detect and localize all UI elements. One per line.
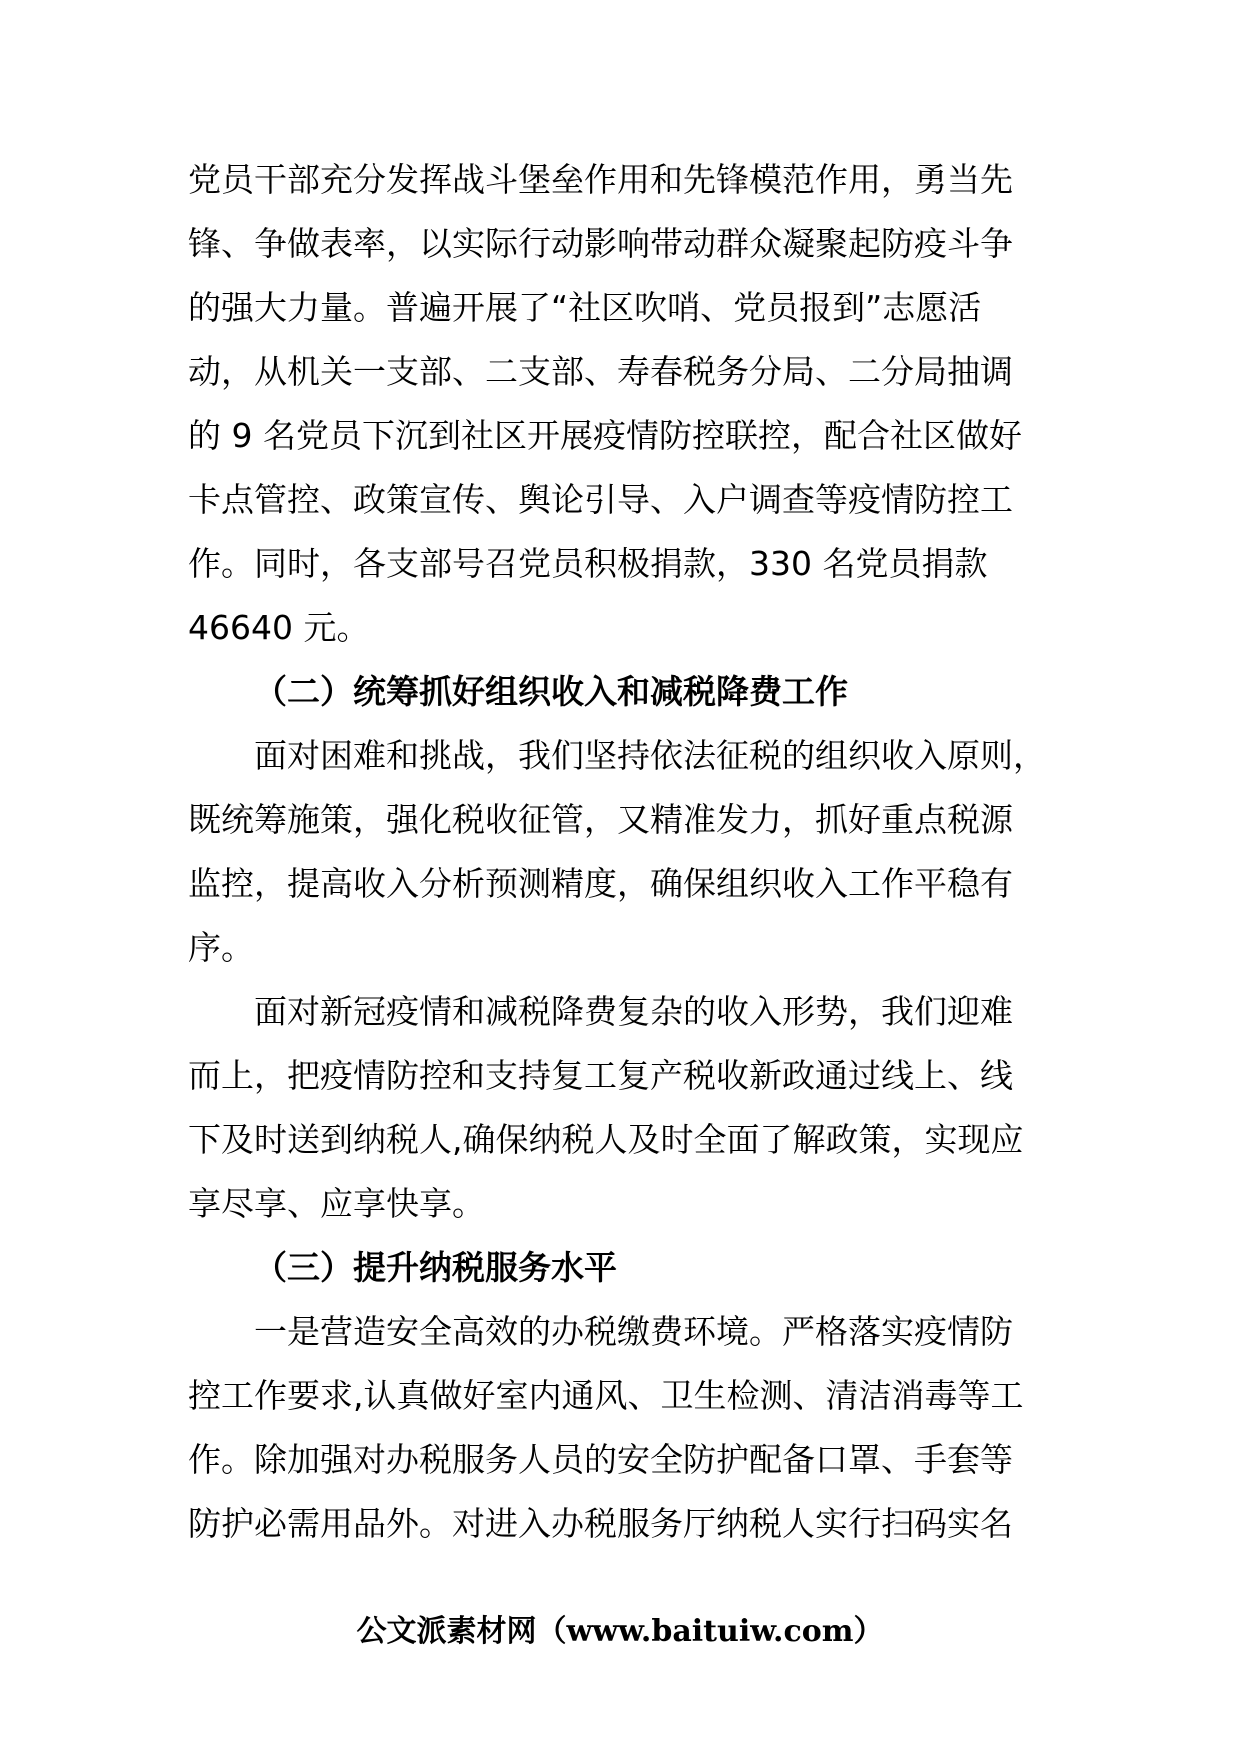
section-heading: （二）统筹抓好组织收入和减税降费工作 xyxy=(254,672,848,711)
paragraph-line: 下及时送到纳税人,确保纳税人及时全面了解政策，实现应 xyxy=(188,1120,1024,1159)
paragraph-line: 动，从机关一支部、二支部、寿春税务分局、二分局抽调 xyxy=(188,352,1013,391)
paragraph-line: 锋、争做表率，以实际行动影响带动群众凝聚起防疫斗争 xyxy=(188,224,1013,263)
paragraph-line: 面对困难和挑战，我们坚持依法征税的组织收入原则， xyxy=(254,736,1046,775)
paragraph-line: 的 9 名党员下沉到社区开展疫情防控联控，配合社区做好 xyxy=(188,416,1022,455)
paragraph-line: 序。 xyxy=(188,928,254,967)
paragraph-line: 卡点管控、政策宣传、舆论引导、入户调查等疫情防控工 xyxy=(188,480,1013,519)
paragraph-line: 而上，把疫情防控和支持复工复产税收新政通过线上、线 xyxy=(188,1056,1013,1095)
paragraph-line: 面对新冠疫情和减税降费复杂的收入形势，我们迎难 xyxy=(254,992,1013,1031)
paragraph-line: 控工作要求,认真做好室内通风、卫生检测、清洁消毒等工 xyxy=(188,1376,1024,1415)
footer-watermark: 公文派素材网（www.baituiw.com） xyxy=(356,1614,884,1649)
section-heading: （三）提升纳税服务水平 xyxy=(254,1248,617,1287)
paragraph-line: 作。除加强对办税服务人员的安全防护配备口罩、手套等 xyxy=(188,1440,1013,1479)
paragraph-line: 党员干部充分发挥战斗堡垒作用和先锋模范作用，勇当先 xyxy=(188,160,1013,199)
paragraph-line: 监控，提高收入分析预测精度，确保组织收入工作平稳有 xyxy=(188,864,1013,903)
paragraph-line: 享尽享、应享快享。 xyxy=(188,1184,485,1223)
paragraph-line: 一是营造安全高效的办税缴费环境。严格落实疫情防 xyxy=(254,1312,1013,1351)
paragraph-line: 防护必需用品外。对进入办税服务厅纳税人实行扫码实名 xyxy=(188,1504,1013,1543)
paragraph-line: 的强大力量。普遍开展了“社区吹哨、党员报到”志愿活 xyxy=(188,288,982,327)
paragraph-line: 既统筹施策，强化税收征管，又精准发力，抓好重点税源 xyxy=(188,800,1013,839)
paragraph-line: 作。同时，各支部号召党员积极捐款，330 名党员捐款 xyxy=(188,544,988,583)
paragraph-line: 46640 元。 xyxy=(188,608,370,647)
